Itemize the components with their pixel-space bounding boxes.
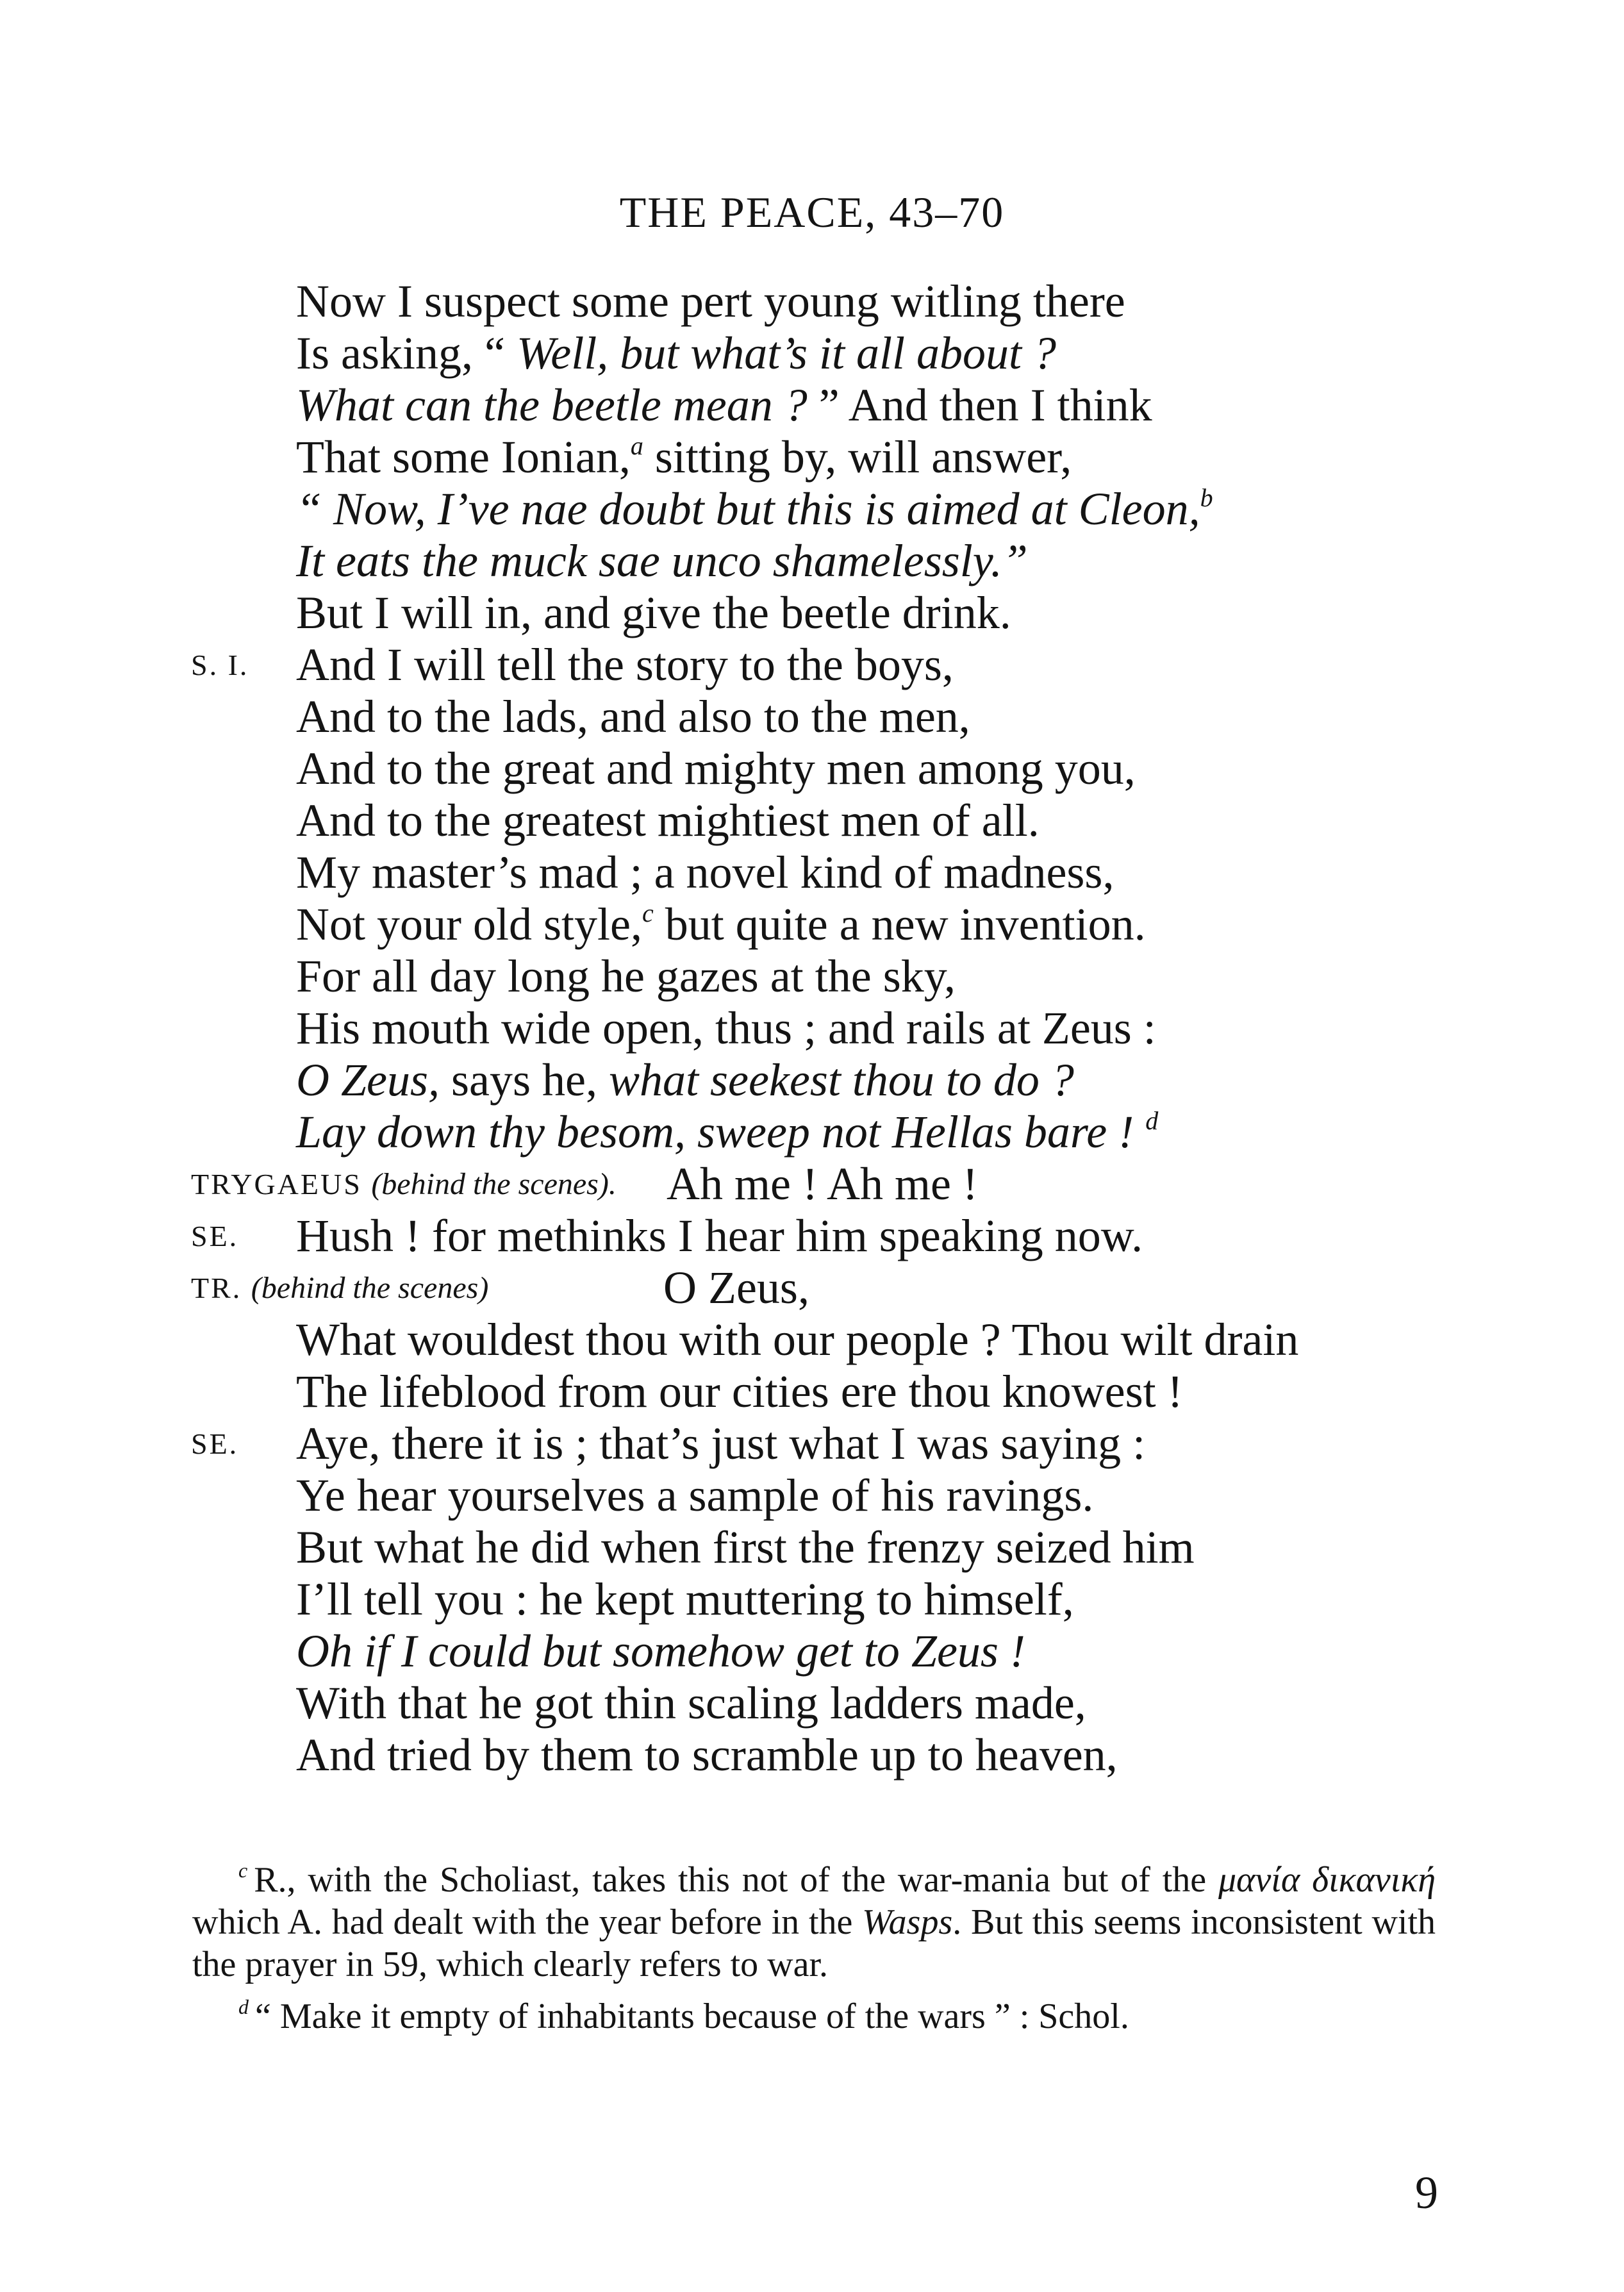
speaker-label: SE. (191, 1220, 239, 1252)
line-text: O Zeus, says he, what seekest thou to do ? (296, 1054, 1074, 1106)
verse-line (0, 951, 1624, 1002)
line-text: My master’s mad ; a novel kind of madness, (296, 847, 1114, 898)
verse-line (0, 535, 1624, 587)
footnote-c (192, 1849, 1436, 1986)
line-text (296, 431, 1072, 483)
line-text: And to the lads, and also to the men, (296, 691, 970, 742)
line-text: But I will in, and give the beetle drink. (296, 587, 1011, 638)
speaker-name: TRYGAEUS (191, 1168, 362, 1200)
verse-line (0, 1625, 1624, 1677)
line-text: Ah me ! Ah me ! (667, 1158, 978, 1209)
footnote-text: . But this seems inconsistent with the prayer in 59, which clearly refers to war. (192, 1902, 1436, 1984)
footnote-ref-c: c (642, 899, 654, 927)
line-text: Is asking, “ Well, but what’s it all about ? (296, 328, 1057, 379)
stage-direction: (behind the scenes). (371, 1167, 617, 1201)
line-text: With that he got thin scaling ladders made, (296, 1677, 1086, 1729)
verse-line (0, 1418, 1624, 1470)
verse-line (0, 276, 1624, 328)
footnote-greek: μανία δικανική (1218, 1860, 1436, 1900)
line-text: The lifeblood from our cities ere thou knowest ! (296, 1366, 1183, 1417)
footnotes (192, 1849, 1436, 2038)
line-text: And to the great and mighty men among you, (296, 743, 1136, 794)
line-text: Ye hear yourselves a sample of his ravings. (296, 1470, 1094, 1521)
speaker-label: SE. (191, 1427, 239, 1460)
verse-line (0, 1677, 1624, 1729)
line-text (296, 899, 1146, 951)
verse-line (0, 847, 1624, 899)
line-text-b: sitting by, will answer, (643, 431, 1072, 483)
verse-line (0, 1106, 1624, 1158)
speaker-label (191, 1262, 488, 1314)
verse-line (0, 1158, 1624, 1210)
line-text: But what he did when first the frenzy seized him (296, 1522, 1195, 1573)
line-text: And I will tell the story to the boys, (296, 639, 954, 690)
line-text-a: That some Ionian, (296, 431, 631, 483)
line-text: O Zeus, (663, 1262, 809, 1313)
footnote-work-title: Wasps (862, 1902, 953, 1942)
verse-line (0, 328, 1624, 379)
line-text: What wouldest thou with our people ? Thou wilt drain (296, 1314, 1299, 1365)
line-text: Now I suspect some pert young witling there (296, 276, 1125, 327)
verse-line (0, 1366, 1624, 1418)
footnote-text: “ Make it empty of inhabitants because of the wars ” : Schol. (255, 1997, 1129, 2036)
verse-line (0, 1314, 1624, 1366)
line-text: For all day long he gazes at the sky, (296, 951, 956, 1002)
verse-line (0, 431, 1624, 483)
verse-line (0, 483, 1624, 535)
footnote-ref-a: a (630, 431, 643, 460)
verse-line (0, 1729, 1624, 1781)
page-number: 9 (1415, 2167, 1438, 2218)
verse-line (0, 795, 1624, 847)
line-text: His mouth wide open, thus ; and rails at Zeus : (296, 1002, 1156, 1054)
speaker-label (191, 1158, 617, 1210)
footnote-marker: d (238, 1995, 249, 2018)
verse-line (0, 379, 1624, 431)
speaker-label: S. I. (191, 649, 249, 681)
footnote-text: which A. had dealt with the year before in the (192, 1902, 863, 1942)
footnote-text: R., with the Scholiast, takes this not of the war-mania but of the (254, 1860, 1218, 1900)
line-text-a: Not your old style, (296, 899, 642, 950)
footnote-ref-b: b (1200, 483, 1213, 512)
footnote-d (192, 1986, 1436, 2038)
verse-line (0, 1522, 1624, 1574)
verse-line (0, 1574, 1624, 1625)
line-text: Oh if I could but somehow get to Zeus ! (296, 1625, 1025, 1677)
running-header: THE PEACE, 43–70 (619, 188, 1005, 237)
verse-line (0, 691, 1624, 743)
line-text: “ Now, I’ve nae doubt but this is aimed at Cleon,$^b$ (296, 483, 1213, 535)
verse-line (0, 1002, 1624, 1054)
footnote-ref-d: d (1145, 1106, 1159, 1135)
line-text: It eats the muck sae unco shamelessly.” (296, 535, 1028, 586)
line-text: What can the beetle mean ? ” And then I think (296, 379, 1152, 431)
line-text: And to the greatest mightiest men of all. (296, 795, 1040, 846)
verse-block (0, 276, 1624, 1781)
line-text: And tried by them to scramble up to heaven, (296, 1729, 1118, 1781)
verse-line (0, 1054, 1624, 1106)
line-text: Hush ! for methinks I hear him speaking now. (296, 1210, 1143, 1261)
footnote-marker: c (238, 1859, 248, 1882)
verse-line (0, 639, 1624, 691)
speaker-name: TR. (191, 1272, 242, 1304)
verse-line (0, 1470, 1624, 1522)
stage-direction: (behind the scenes) (251, 1271, 489, 1305)
line-text (296, 1106, 1158, 1158)
line-text-b: but quite a new invention. (653, 899, 1146, 950)
verse-line (0, 1262, 1624, 1314)
line-text: I’ll tell you : he kept muttering to himself, (296, 1574, 1074, 1625)
line-text-a: Lay down thy besom, sweep not Hellas bare ! (296, 1106, 1146, 1158)
verse-line (0, 899, 1624, 951)
verse-line (0, 587, 1624, 639)
line-text: Aye, there it is ; that’s just what I was saying : (296, 1418, 1146, 1469)
verse-line (0, 1210, 1624, 1262)
verse-line (0, 743, 1624, 795)
